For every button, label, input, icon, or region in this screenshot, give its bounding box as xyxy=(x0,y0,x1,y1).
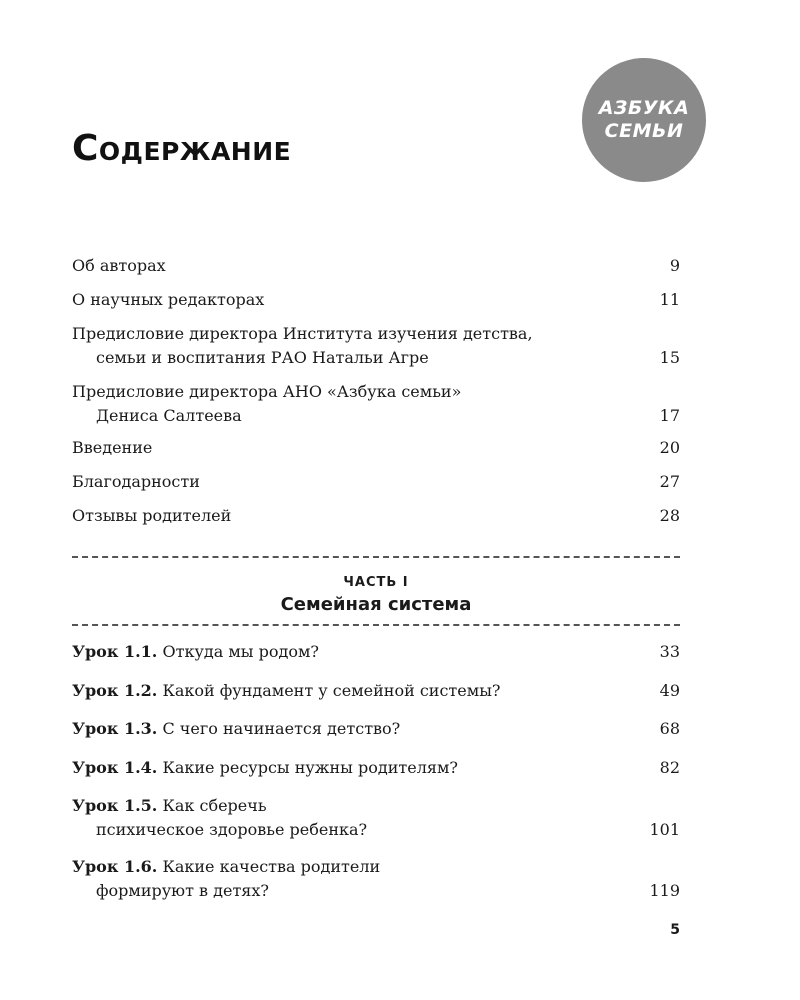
toc-entry-foreword-agre[interactable] xyxy=(72,322,680,370)
toc-entry-page: 28 xyxy=(659,506,680,525)
page-number: 5 xyxy=(670,922,680,938)
toc-entry-title-continued: Дениса Салтеева xyxy=(96,406,242,425)
toc-entry-title: Отзывы родителей xyxy=(72,506,232,525)
lesson-title: С чего начинается детство? xyxy=(162,719,401,738)
toc-entry-page: 15 xyxy=(659,348,680,367)
lesson-title: Какой фундамент у семейной системы? xyxy=(162,681,501,700)
toc-lesson-1-4[interactable] xyxy=(72,756,680,780)
toc-entry-acknowledgements[interactable] xyxy=(72,470,680,494)
toc-entry-title xyxy=(72,756,680,780)
lesson-title: Какие ресурсы нужны родителям? xyxy=(162,758,458,777)
toc-entry-page: 9 xyxy=(669,256,680,275)
lesson-title-continued: психическое здоровье ребенка? xyxy=(96,820,368,839)
toc-lesson-1-6[interactable] xyxy=(72,855,680,903)
toc-entry-page: 68 xyxy=(659,719,680,738)
lesson-title: Какие качества родители xyxy=(162,857,381,876)
toc-entry-introduction[interactable] xyxy=(72,436,680,460)
toc-lesson-1-1[interactable] xyxy=(72,640,680,664)
toc-entry-page: 20 xyxy=(659,438,680,457)
dashed-divider-top xyxy=(72,556,680,558)
toc-lesson-1-2[interactable] xyxy=(72,679,680,703)
part-label: ЧАСТЬ I xyxy=(343,575,409,590)
toc-entry-about-authors[interactable] xyxy=(72,254,680,278)
toc-entry-title-continued: семьи и воспитания РАО Натальи Агре xyxy=(96,348,429,367)
toc-lesson-1-3[interactable] xyxy=(72,717,680,741)
toc-entry-title: Предисловие директора АНО «Азбука семьи» xyxy=(72,382,462,401)
lesson-label: Урок 1.4. xyxy=(72,758,158,777)
toc-entry-foreword-salteev[interactable] xyxy=(72,380,680,428)
toc-entry-title xyxy=(72,855,680,879)
badge-line-2: СЕМЬИ xyxy=(604,120,684,142)
lesson-label: Урок 1.2. xyxy=(72,681,158,700)
toc-entry-page: 27 xyxy=(659,472,680,491)
toc-entry-title xyxy=(72,679,680,703)
toc-entry-title: Благодарности xyxy=(72,472,200,491)
lesson-title: Откуда мы родом? xyxy=(162,642,319,661)
badge-line-1: АЗБУКА xyxy=(598,97,690,119)
lesson-label: Урок 1.1. xyxy=(72,642,158,661)
toc-entry-title: Введение xyxy=(72,438,153,457)
lesson-label: Урок 1.6. xyxy=(72,857,158,876)
toc-entry-page: 17 xyxy=(659,406,680,425)
page-title: Содержание xyxy=(72,128,292,169)
toc-lesson-1-5[interactable] xyxy=(72,794,680,842)
lesson-title-continued: формируют в детях? xyxy=(96,881,269,900)
toc-entry-title: Предисловие директора Института изучения детства, xyxy=(72,324,533,343)
lesson-title: Как сберечь xyxy=(162,796,267,815)
lesson-label: Урок 1.3. xyxy=(72,719,158,738)
part-title: Семейная система xyxy=(280,594,472,615)
toc-entry-page: 49 xyxy=(659,681,680,700)
lesson-label: Урок 1.5. xyxy=(72,796,158,815)
toc-entry-title: О научных редакторах xyxy=(72,290,265,309)
series-badge-logo xyxy=(582,58,706,182)
toc-entry-scientific-editors[interactable] xyxy=(72,288,680,312)
toc-entry-title xyxy=(72,717,680,741)
toc-entry-page: 82 xyxy=(659,758,680,777)
dashed-divider-bottom xyxy=(72,624,680,626)
toc-entry-page: 101 xyxy=(649,820,680,839)
toc-entry-title: Об авторах xyxy=(72,256,166,275)
toc-entry-title xyxy=(72,794,680,818)
toc-entry-page: 11 xyxy=(659,290,680,309)
toc-entry-page: 119 xyxy=(649,881,680,900)
toc-entry-title xyxy=(72,640,680,664)
toc-entry-page: 33 xyxy=(659,642,680,661)
toc-entry-parent-reviews[interactable] xyxy=(72,504,680,528)
